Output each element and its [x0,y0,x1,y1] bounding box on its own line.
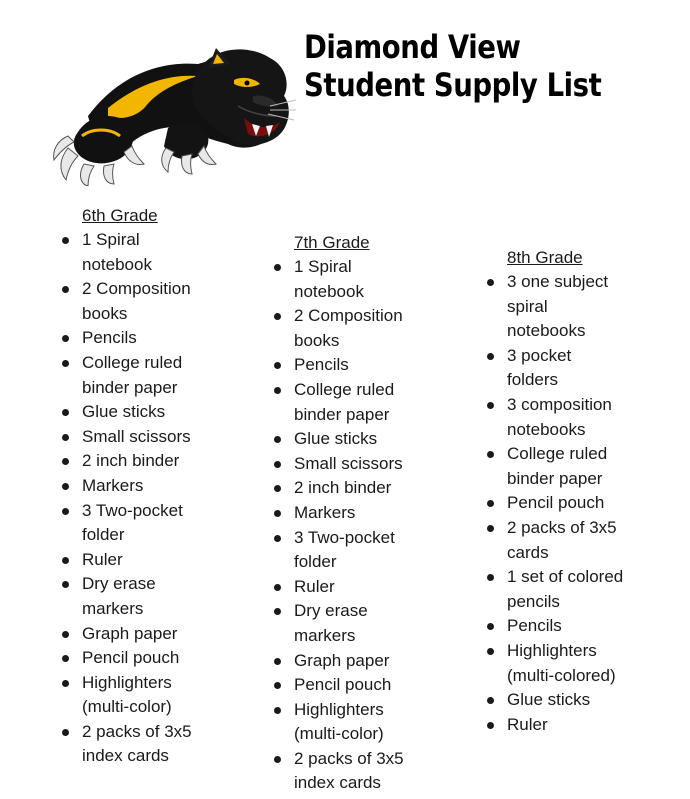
list-item [272,501,482,526]
list-item [485,713,690,738]
list-item-text: 2 inch binder [82,451,180,471]
list-item-text: Ruler [82,549,123,569]
bullet-icon [274,313,281,320]
bullet-icon [62,631,69,638]
list-item-text: Small scissors [82,426,191,446]
list-item [60,646,270,671]
list-item [60,474,270,499]
bullet-icon [62,237,69,244]
list-item-text: 3 pocket [507,345,572,365]
bullet-icon [274,461,281,468]
bullet-icon [487,574,494,581]
list-item [60,400,270,425]
page-title [304,28,631,104]
list-item-text: notebooks [507,419,586,439]
list-item [485,344,690,393]
list-item-text: 2 packs of 3x5 [82,721,192,741]
supply-list [485,270,690,737]
bullet-icon [62,581,69,588]
list-item-text: (multi-color) [82,697,172,717]
panther-mascot-icon [48,36,298,186]
list-item-text: spiral [507,296,548,316]
list-item [60,622,270,647]
list-item-text: notebooks [507,321,586,341]
list-item-text: College ruled [82,352,183,372]
bullet-icon [274,485,281,492]
title-school-name: Diamond View [304,28,521,66]
list-item [485,565,690,614]
bullet-icon [62,557,69,564]
bullet-icon [487,451,494,458]
bullet-icon [62,655,69,662]
list-item [272,747,482,796]
list-item [272,304,482,353]
supply-list [272,255,482,796]
bullet-icon [274,535,281,542]
bullet-icon [487,525,494,532]
list-item-text: 1 Spiral [294,257,352,276]
list-item [272,526,482,575]
list-item [272,698,482,747]
list-item-text: (multi-colored) [507,665,616,685]
grade-heading: 7th Grade [294,233,370,252]
list-item [60,671,270,720]
list-item-text: markers [294,625,356,645]
bullet-icon [487,500,494,507]
list-item [60,425,270,450]
bullet-icon [274,387,281,394]
list-item-text: binder paper [507,468,603,488]
list-item-text: 2 Composition [82,279,191,299]
list-item [272,255,482,304]
list-item-text: 2 inch binder [294,478,392,498]
list-item [485,270,690,344]
list-item-text: Dry erase [294,601,368,621]
list-item [485,491,690,516]
bullet-icon [62,360,69,367]
list-item-text: Glue sticks [82,402,166,422]
column-8th-grade [485,246,690,737]
list-item-text: Pencils [82,328,137,348]
bullet-icon [62,434,69,441]
list-item-text: 2 Composition [294,306,403,326]
list-item [485,688,690,713]
grade-heading: 8th Grade [507,248,583,267]
list-item [485,393,690,442]
list-item [272,427,482,452]
bullet-icon [487,623,494,630]
list-item-text: books [82,303,128,323]
list-item [60,277,270,326]
list-item-text: Small scissors [294,453,403,473]
list-item-text: cards [507,542,549,562]
bullet-icon [62,508,69,515]
list-item-text: Pencils [507,616,562,636]
list-item [485,516,690,565]
grade-heading: 6th Grade [82,206,158,225]
list-item [60,351,270,400]
list-item-text: Dry erase [82,574,156,594]
list-item-text: notebook [82,254,152,274]
list-item [60,548,270,573]
list-item [272,378,482,427]
bullet-icon [274,756,281,763]
list-item [272,575,482,600]
bullet-icon [274,436,281,443]
bullet-icon [274,658,281,665]
list-item-text: Pencil pouch [507,493,605,513]
list-item-text: notebook [294,281,364,301]
list-item-text: 3 composition [507,394,612,414]
bullet-icon [274,264,281,271]
list-item-text: Glue sticks [507,690,591,710]
list-item-text: 3 Two-pocket [82,500,183,520]
column-7th-grade [272,231,482,796]
bullet-icon [62,458,69,465]
list-item [60,572,270,621]
list-item-text: Highlighters [507,640,597,660]
list-item [272,649,482,674]
list-item-text: folders [507,370,559,390]
bullet-icon [274,584,281,591]
bullet-icon [62,286,69,293]
list-item-text: Markers [82,475,144,495]
list-item-text: binder paper [82,377,178,397]
list-item [485,614,690,639]
list-item [60,228,270,277]
list-item-text: Highlighters [294,699,384,719]
bullet-icon [487,697,494,704]
list-item-text: index cards [294,773,381,793]
list-item-text: 2 packs of 3x5 [507,517,617,537]
bullet-icon [487,353,494,360]
list-item-text: Pencil pouch [82,648,180,668]
bullet-icon [62,680,69,687]
title-list-name: Student Supply List [304,66,602,104]
list-item [272,452,482,477]
list-item-text: Pencil pouch [294,675,392,695]
list-item-text: binder paper [294,404,390,424]
list-item-text: College ruled [507,444,608,464]
list-item [272,476,482,501]
list-item-text: Graph paper [294,650,390,670]
list-item-text: 3 one subject [507,272,609,291]
list-item-text: pencils [507,591,560,611]
bullet-icon [62,335,69,342]
list-item [272,673,482,698]
list-item-text: Markers [294,502,356,522]
list-item [60,720,270,769]
bullet-icon [62,483,69,490]
list-item-text: markers [82,598,144,618]
list-item-text: 3 Two-pocket [294,527,395,547]
bullet-icon [62,409,69,416]
list-item-text: 2 packs of 3x5 [294,748,404,768]
list-item-text: folder [82,525,125,545]
list-item [60,449,270,474]
bullet-icon [274,608,281,615]
bullet-icon [274,362,281,369]
bullet-icon [274,707,281,714]
list-item-text: Pencils [294,355,349,375]
list-item [485,639,690,688]
list-item [60,499,270,548]
list-item-text: College ruled [294,379,395,399]
bullet-icon [274,682,281,689]
list-item-text: 1 Spiral [82,230,140,249]
list-item-text: index cards [82,746,169,766]
list-item-text: Ruler [294,576,335,596]
list-item [60,326,270,351]
list-item-text: books [294,330,340,350]
column-6th-grade [60,204,270,769]
bullet-icon [487,279,494,286]
list-item-text: (multi-color) [294,724,384,744]
list-item-text: Highlighters [82,672,172,692]
bullet-icon [62,729,69,736]
list-item-text: folder [294,552,337,572]
bullet-icon [487,648,494,655]
list-item-text: 1 set of colored [507,567,624,587]
list-item [272,353,482,378]
list-item-text: Graph paper [82,623,178,643]
list-item-text: Glue sticks [294,429,378,449]
list-item-text: Ruler [507,714,548,734]
list-item [485,442,690,491]
supply-list [60,228,270,769]
bullet-icon [274,510,281,517]
list-item [272,599,482,648]
bullet-icon [487,722,494,729]
bullet-icon [487,402,494,409]
